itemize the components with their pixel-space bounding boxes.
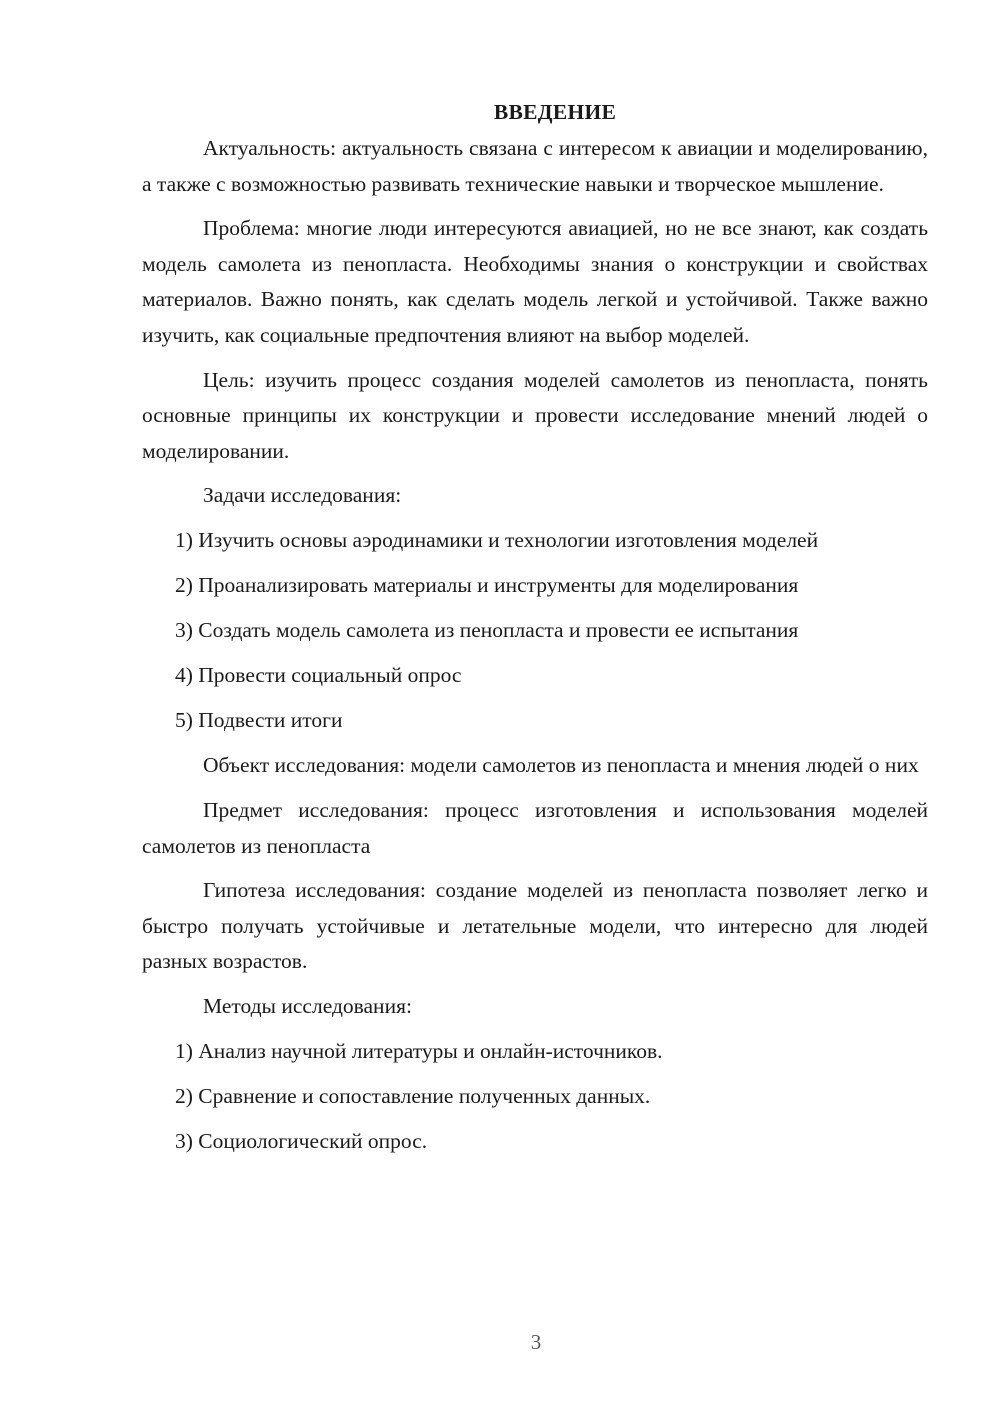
- list-item: 3) Социологический опрос.: [175, 1128, 428, 1153]
- list-item: 1) Анализ научной литературы и онлайн-источников.: [175, 1038, 663, 1063]
- goal-paragraph: Цель: изучить процесс создания моделей самолетов из пенопласта, понять основные принципы их конструкции и провести исследование мнений людей о моделировании.: [142, 367, 928, 463]
- document-page: [142, 94, 928, 1169]
- list-item: 4) Провести социальный опрос: [175, 663, 462, 688]
- methods-list: [142, 1034, 928, 1160]
- tasks-heading: Задачи исследования:: [203, 483, 402, 508]
- list-item: 2) Проанализировать материалы и инструменты для моделирования: [175, 573, 799, 598]
- problem-paragraph: Проблема: многие люди интересуются авиацией, но не все знают, как создать модель самолета из пенопласта. Необходимы знания о конструкции и свойствах материалов. Важно понять, как сделать модель легкой и устойчивой. Также важно изучить, как социальные предпочтения влияют на выбор моделей.: [142, 216, 928, 347]
- list-item: 2) Сравнение и сопоставление полученных данных.: [175, 1083, 651, 1108]
- list-item: 3) Создать модель самолета из пенопласта и провести ее испытания: [175, 618, 799, 643]
- subject-paragraph: Предмет исследования: процесс изготовления и использования моделей самолетов из пенопласта: [142, 798, 928, 858]
- relevance-paragraph: Актуальность: актуальность связана с интересом к авиации и моделированию, а также с возможностью развивать технические навыки и творческое мышление.: [142, 136, 928, 196]
- tasks-list: [142, 523, 928, 739]
- list-item: 5) Подвести итоги: [175, 708, 343, 733]
- object-paragraph: Объект исследования: модели самолетов из пенопласта и мнения людей о них: [203, 753, 919, 778]
- list-item: 1) Изучить основы аэродинамики и технологии изготовления моделей: [175, 527, 819, 552]
- page-title: ВВЕДЕНИЕ: [493, 100, 617, 124]
- methods-heading: Методы исследования:: [203, 993, 412, 1018]
- page-number: 3: [530, 1330, 542, 1354]
- hypothesis-paragraph: Гипотеза исследования: создание моделей из пенопласта позволяет легко и быстро получать устойчивые и летательные модели, что интересно для людей разных возрастов.: [142, 878, 928, 974]
